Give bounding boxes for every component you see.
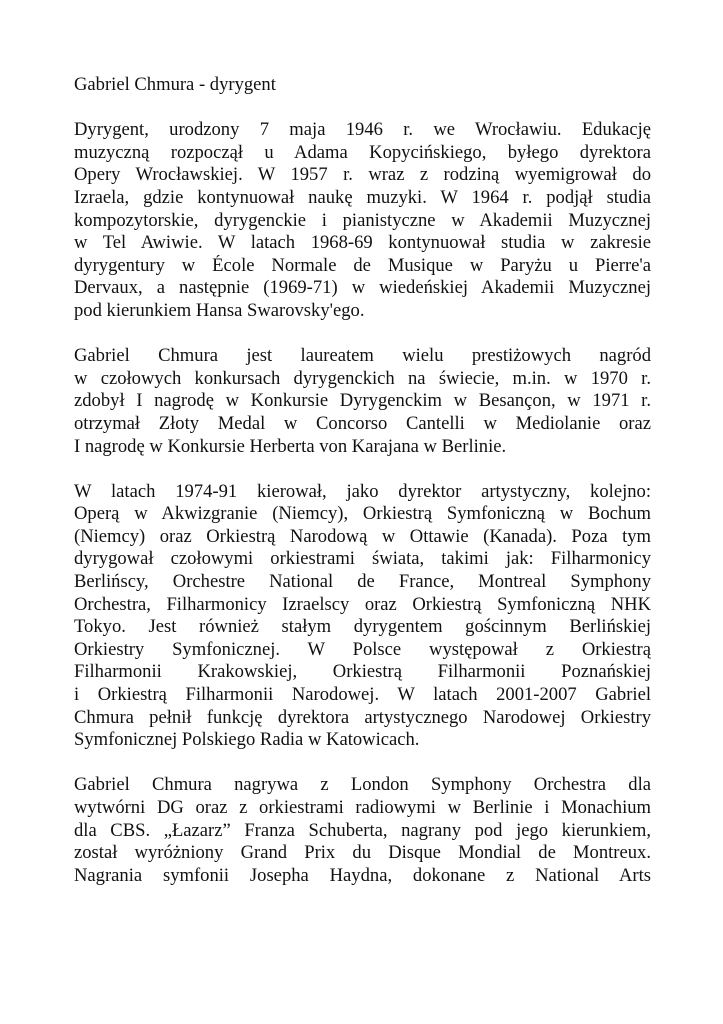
paragraph-biography-intro <box>74 119 651 322</box>
text-line: Dyrygent, urodzony 7 maja 1946 r. we Wrocławiu. Edukację <box>74 119 651 141</box>
text-line: Gabriel Chmura nagrywa z London Symphony Orchestra dla <box>74 774 651 796</box>
text-line: Orkiestry Symfonicznej. W Polsce występował z Orkiestrą <box>74 638 651 660</box>
text-line: Berlińscy, Orchestre National de France, Montreal Symphony <box>74 571 651 593</box>
text-line: i Orkiestrą Filharmonii Narodowej. W latach 2001-2007 Gabriel <box>74 684 651 706</box>
text-line: został wyróżniony Grand Prix du Disque Mondial de Montreux. <box>74 842 651 864</box>
text-line: Tokyo. Jest również stałym dyrygentem gościnnym Berlińskiej <box>74 616 651 638</box>
text-line: muzyczną rozpoczął u Adama Kopycińskiego, byłego dyrektora <box>74 141 651 163</box>
text-line: Izraela, gdzie kontynuował naukę muzyki. W 1964 r. podjął studia <box>74 186 651 208</box>
text-line: dla CBS. „Łazarz” Franza Schuberta, nagrany pod jego kierunkiem, <box>74 819 651 841</box>
text-line: Opery Wrocławskiej. W 1957 r. wraz z rodziną wyemigrował do <box>74 164 651 186</box>
text-line: w czołowych konkursach dyrygenckich na świecie, m.in. w 1970 r. <box>74 367 651 389</box>
text-line: zdobył I nagrodę w Konkursie Dyrygenckim w Besançon, w 1971 r. <box>74 390 651 412</box>
paragraph-recordings <box>74 774 651 887</box>
document-title: Gabriel Chmura - dyrygent <box>74 74 276 95</box>
text-line: pod kierunkiem Hansa Swarovsky'ego. <box>74 299 365 321</box>
text-line: dyrygentury w École Normale de Musique w Paryżu u Pierre'a <box>74 254 651 276</box>
text-line: Gabriel Chmura jest laureatem wielu prestiżowych nagród <box>74 345 651 367</box>
text-line: dyrygował czołowymi orkiestrami świata, takimi jak: Filharmonicy <box>74 548 651 570</box>
text-line: Orchestra, Filharmonicy Izraelscy oraz Orkiestrą Symfoniczną NHK <box>74 593 651 615</box>
text-line: w Tel Awiwie. W latach 1968-69 kontynuował studia w zakresie <box>74 232 651 254</box>
text-line: Filharmonii Krakowskiej, Orkiestrą Filharmonii Poznańskiej <box>74 661 651 683</box>
text-line: Dervaux, a następnie (1969-71) w wiedeńskiej Akademii Muzycznej <box>74 277 651 299</box>
text-line: kompozytorskie, dyrygenckie i pianistyczne w Akademii Muzycznej <box>74 209 651 231</box>
text-line: wytwórni DG oraz z orkiestrami radiowymi w Berlinie i Monachium <box>74 797 651 818</box>
text-line: W latach 1974-91 kierował, jako dyrektor artystyczny, kolejno: <box>74 480 651 502</box>
paragraph-career <box>74 481 651 752</box>
text-line: Nagrania symfonii Josepha Haydna, dokonane z National Arts <box>74 864 651 886</box>
text-line: otrzymał Złoty Medal w Concorso Cantelli w Mediolanie oraz <box>74 412 651 434</box>
text-line: I nagrodę w Konkursie Herberta von Karajana w Berlinie. <box>74 435 507 457</box>
document-page <box>74 74 651 910</box>
text-line: Operą w Akwizgranie (Niemcy), Orkiestrą Symfoniczną w Bochum <box>74 503 651 525</box>
text-line: Symfonicznej Polskiego Radia w Katowicach. <box>74 729 420 751</box>
paragraph-awards <box>74 345 651 458</box>
text-line: (Niemcy) oraz Orkiestrą Narodową w Ottawie (Kanada). Poza tym <box>74 525 651 547</box>
text-line: Chmura pełnił funkcję dyrektora artystycznego Narodowej Orkiestry <box>74 706 651 728</box>
